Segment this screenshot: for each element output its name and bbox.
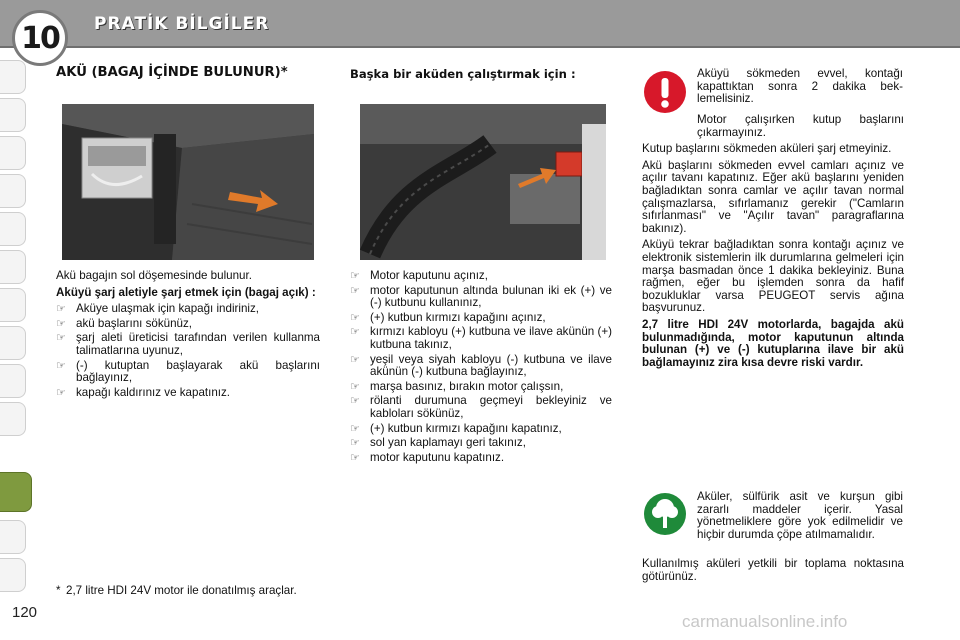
right-paragraph-1: Kutup başlarını sökmeden aküleri şarj etmeyiniz.	[642, 142, 892, 156]
footnote-mark: *	[56, 584, 61, 597]
eco-recycle-text	[642, 558, 904, 587]
list-item: ☞ Motor kaputunu açınız,	[350, 269, 488, 282]
trunk-battery-photo	[62, 104, 314, 260]
chapter-tab[interactable]	[0, 288, 26, 322]
eco-recycle-paragraph: Kullanılmış aküleri yetkili bir toplama noktasına götürünüz.	[642, 557, 904, 583]
list-item: ☞ şarj aleti üreticisi tarafından verilen kullanma talimatlarına uyunuz,	[56, 331, 320, 357]
chapter-tab[interactable]	[0, 250, 26, 284]
hand-pointer-icon: ☞	[350, 284, 360, 297]
list-item: ☞ kırmızı kabloyu (+) kutbuna ve ilave akünün (+) kutbuna takınız,	[350, 325, 612, 351]
hand-pointer-icon: ☞	[350, 326, 360, 339]
warning-box-text	[697, 68, 903, 110]
hand-pointer-icon: ☞	[350, 311, 360, 324]
left-text-column	[56, 270, 320, 401]
hand-pointer-icon: ☞	[350, 353, 360, 366]
warning-second-paragraph: Motor çalışırken kutup başlarını çıkarmayınız.	[697, 113, 904, 139]
list-item: ☞ (+) kutbun kırmızı kapağını açınız,	[350, 310, 546, 324]
list-item: ☞ marşa basınız, bırakın motor çalışsın,	[350, 379, 564, 393]
list-item: ☞ sol yan kaplamayı geri takınız,	[350, 436, 526, 450]
charge-subheading: Aküyü şarj aletiyle şarj etmek için (bagaj açık) :	[56, 285, 316, 299]
list-item: ☞ (-) kutuptan başlayarak akü başlarını bağlayınız,	[56, 358, 320, 385]
hand-pointer-icon: ☞	[350, 422, 360, 435]
list-item: ☞ yeşil veya siyah kabloyu (-) kutbuna ve ilave akünün (-) kutbuna bağlayınız,	[350, 352, 612, 379]
hand-pointer-icon: ☞	[56, 303, 66, 316]
chapter-tab[interactable]	[0, 558, 26, 592]
charge-steps-list	[56, 303, 320, 399]
hand-pointer-icon: ☞	[56, 332, 66, 345]
chapter-tab[interactable]	[0, 326, 26, 360]
hand-pointer-icon: ☞	[350, 270, 360, 282]
hand-pointer-icon: ☞	[350, 451, 360, 464]
chapter-tabs	[0, 60, 34, 620]
hand-pointer-icon: ☞	[56, 317, 66, 330]
chapter-tab-active[interactable]	[0, 472, 32, 512]
chapter-tab[interactable]	[0, 364, 26, 398]
intro-paragraph: Akü bagajın sol döşemesinde bulunur.	[56, 269, 252, 282]
chapter-tab[interactable]	[0, 520, 26, 554]
section-title: AKÜ (BAGAJ İÇİNDE BULUNUR)*	[56, 65, 288, 80]
middle-text-column	[350, 270, 612, 466]
hand-pointer-icon: ☞	[56, 359, 66, 372]
tree-environment-icon	[643, 492, 687, 541]
watermark: carmanualsonline.info	[682, 612, 848, 631]
list-item: ☞ kapağı kaldırınız ve kapatınız.	[56, 385, 231, 399]
list-item: ☞ akü başlarını sökünüz,	[56, 316, 193, 330]
chapter-title: PRATİK BİLGİLER	[94, 14, 270, 34]
eco-box-text	[697, 491, 903, 545]
warning-first-paragraph: Aküyü sökmeden evvel, kontağı kapattıktan sonra 2 dakika beklemelisiniz.	[697, 67, 903, 106]
exclamation-warning-icon	[643, 70, 687, 119]
chapter-tab[interactable]	[0, 60, 26, 94]
hand-pointer-icon: ☞	[56, 386, 66, 399]
footnote	[56, 584, 320, 597]
right-paragraph-bold-warning: 2,7 litre HDI 24V motorlarda, bagajda akü bulunmadığında, motor kaputunun altında bulunan (+) ve (-) kutuplarına ilave bir akü bağlamayınız zira kısa devre riski vardır.	[642, 317, 904, 369]
hand-pointer-icon: ☞	[350, 437, 360, 450]
chapter-tab[interactable]	[0, 136, 26, 170]
right-text-column	[642, 114, 904, 373]
list-item: ☞ Aküye ulaşmak için kapağı indiriniz,	[56, 302, 260, 316]
jump-start-steps-list	[350, 270, 612, 464]
chapter-number-badge: 10	[12, 10, 68, 66]
jump-start-title: Başka bir aküden çalıştırmak için :	[350, 67, 576, 81]
right-paragraph-3: Aküyü tekrar bağladıktan sonra kontağı açınız ve elektronik sistemlerin ilk durumlarına gelmeleri için marşa basmadan önce 1 dakika bekleyiniz. Buna rağmen, eğer bu işlemden sonra da hafif bozukluklar varsa PEUGEOT servis ağına başvurunuz.	[642, 238, 904, 315]
eco-paragraph: Aküler, sülfürik asit ve kurşun gibi zararlı maddeler içerir. Yasal yönetmeliklere göre yok edilmelidir ve hiçbir durumda çöpe atılmamalıdır.	[697, 490, 903, 541]
list-item: ☞ motor kaputunun altında bulunan iki ek (+) ve (-) kutbunu kullanınız,	[350, 283, 612, 310]
chapter-tab[interactable]	[0, 212, 26, 246]
chapter-tab[interactable]	[0, 402, 26, 436]
chapter-tab[interactable]	[0, 174, 26, 208]
page-number: 120	[12, 604, 38, 621]
list-item: ☞ rölanti durumuna geçmeyi bekleyiniz ve kabloları sökünüz,	[350, 394, 612, 420]
hand-pointer-icon: ☞	[350, 395, 360, 408]
right-paragraph-2: Akü başlarını sökmeden evvel camları açınız ve açılır tavanı kapatınız. Eğer akü başlarını yeniden bağladıktan sonra camlar ve açılır tavan normal çalışmazlarsa, sıfırlamanız gerekir ("Camların sıfırlanması" ve "Açılır tavan" paragraflarına bakınız).	[642, 158, 904, 235]
hand-pointer-icon: ☞	[350, 380, 360, 393]
engine-bay-photo	[360, 104, 606, 260]
list-item: ☞ (+) kutbun kırmızı kapağını kapatınız,	[350, 421, 562, 435]
list-item: ☞ motor kaputunu kapatınız.	[350, 450, 505, 464]
chapter-tab[interactable]	[0, 98, 26, 132]
footnote-text: 2,7 litre HDI 24V motor ile donatılmış araçlar.	[66, 584, 297, 597]
